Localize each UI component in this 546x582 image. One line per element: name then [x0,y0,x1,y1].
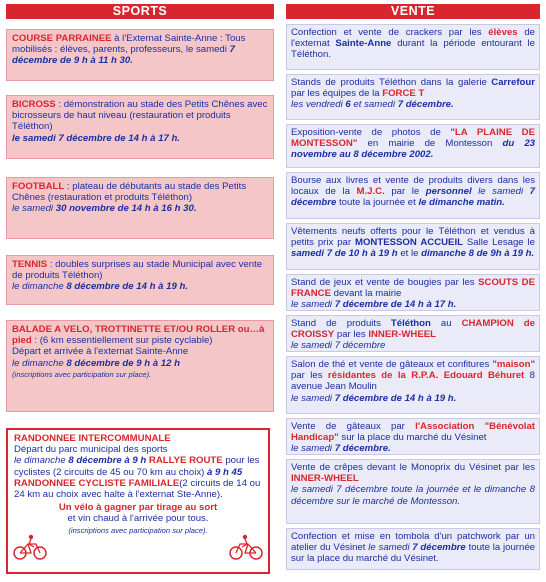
rando-prize [14,502,262,536]
vente-text: personnel [425,186,472,198]
vente-text: Téléthon [390,318,431,329]
rando-time2: à 9 h 45 [207,466,243,478]
vente-item [286,315,540,352]
balade-date-prefix: le dimanche [12,357,67,369]
vente-text: Salon de thé et vente de gâteaux et confitures [291,359,493,370]
vente-text: le dimanche matin. [418,197,505,209]
vente-text: Stands de produits Téléthon dans la galerie [291,77,492,88]
vente-text: en mairie de Montesson [357,138,503,150]
vente-text: Vêtements neufs offerts pour le Téléthon et vendus à petits prix par [291,226,535,249]
rando-prize-text: Un vélo à gagner par tirage au sort [58,502,218,514]
vente-text: devant la mairie [330,288,402,300]
vente-item [286,74,540,120]
vente-item [286,223,540,270]
vente-text: au [430,318,462,329]
vente-text: Bourse aux livres et vente de produits divers dans les locaux de la [291,175,535,198]
vente-text: Carrefour [491,77,535,88]
course-date: 7 décembre de 9 h à 11 h 30. [12,44,235,67]
vente-text: 7 décembre de 14 h à 17 h. [334,299,457,311]
football-date: 30 novembre de 14 h à 16 h 30. [55,203,197,215]
rando-line4: (2 circuits de 14 ou 24 km au choix avec halte à l'externat Ste-Anne). [14,477,261,501]
vente-text: samedi 7 de 10 h à 19 h [291,248,398,260]
tennis-date-prefix: le dimanche [12,281,67,293]
balade-text: : (6 km essentiellement sur piste cyclable) [31,335,213,347]
vente-text: CHAMPION de CROISSY [291,318,535,341]
vente-text: FORCE T [382,88,425,100]
rando-date: 8 décembre à 9 h [68,455,147,467]
vente-text: toute la journée et [336,197,419,209]
vente-text: le samedi [471,186,530,198]
vente-text: 7 décembre [412,542,466,554]
rando-title: RANDONNEE INTERCOMMUNALE [14,433,171,444]
vente-text: SCOUTS DE FRANCE [291,277,535,300]
balade-note: (inscriptions avec participation sur place). [12,369,152,379]
vente-item [286,528,540,570]
sports-column [6,0,274,19]
vente-text: les vendredi [291,99,346,111]
vente-text: Vente de crêpes devant le Monoprix du Vésinet par les [291,462,535,473]
football-block [6,177,274,239]
rando-rallye: RALLYE ROUTE [146,455,223,467]
vente-item [286,418,540,455]
vente-text: le samedi 7 décembre toute la journée et le dimanche 8 décembre sur le marché de Montesson. [291,484,535,507]
vente-text: le samedi [368,542,413,554]
tennis-block [6,255,274,305]
vente-text: Confection et mise en tombola d'un patchwork par un atelier du Vésinet [291,531,535,554]
bicross-date: le samedi 7 décembre de 14 h à 17 h. [12,132,180,144]
vente-item [286,24,540,70]
vente-text: dimanche 8 de 9h à 19 h. [421,248,535,260]
vente-text: 7 décembre [291,186,535,209]
vente-text: "maison" [492,359,535,370]
vente-text: par les équipes de la [291,88,383,100]
vente-text: Stand de jeux et vente de bougies par les [291,277,479,288]
balade-block [6,320,274,412]
rando-date-prefix: le dimanche [14,455,69,467]
vente-text: Confection et vente de crackers par les [291,27,489,38]
cyclist-icon [228,534,264,560]
vente-text: toute la journée sur la place du marché du Vésinet. [291,542,536,565]
vente-text: résidantes de la R.P.A. Edouard Béhuret [327,370,525,382]
vente-text: le samedi [291,392,335,404]
course-title: COURSE PARRAINEE [12,33,112,44]
balade-line2: Départ et arrivée à l'externat Sainte-Anne [12,346,189,358]
vente-column [286,0,540,565]
vente-text: par les [291,370,328,382]
tennis-date: 8 décembre de 14 h à 19 h. [66,281,188,293]
vente-text: de l'externat [291,27,535,50]
football-text: : plateau de débutants au stade des Petits Chênes (restauration et produits Téléthon) [12,181,247,204]
vente-text: et samedi [350,99,398,111]
vente-text: Exposition-vente de photos de [291,127,451,138]
football-title: FOOTBALL [12,181,65,192]
vente-text: 7 décembre. [334,443,391,455]
course-parrainee-block [6,29,274,81]
vente-item [286,459,540,524]
rando-line3: pour les cyclistes (2 circuits de 45 ou 70 km au choix) [14,455,260,478]
vente-item [286,356,540,414]
rando-cyclo: RANDONNEE CYCLISTE FAMILIALE [14,477,180,489]
rando-prize2: et vin chaud à l'arrivée pour tous. [67,513,209,525]
rando-line1: Départ du parc municipal des sports [14,444,168,456]
vente-item [286,274,540,311]
football-date-prefix: le samedi [12,203,56,215]
vente-text: 6 [345,99,351,111]
vente-text: sur la place du marché du Vésinet [338,432,487,444]
vente-text: INNER-WHEEL [291,473,359,485]
randonnee-block [6,428,270,574]
cyclist-icon [12,534,48,560]
vente-text: MONTESSON ACCUEIL [354,237,463,249]
vente-text: Vente de gâteaux par [291,421,416,432]
vente-text: 7 décembre. [397,99,454,111]
vente-text: le samedi [291,443,335,455]
bicross-title: BICROSS [12,99,56,110]
vente-text: Sainte-Anne [335,38,392,50]
vente-text: durant la période entourant le Téléthon. [291,38,535,61]
vente-text: élèves [488,27,518,38]
vente-text: "LA PLAINE DE MONTESSON" [291,127,535,150]
vente-text: et le [397,248,422,260]
rando-note: (inscriptions avec participation sur place). [68,525,208,535]
balade-title: BALADE A VELO, TROTTINETTE ET/OU ROLLER ou…à pied [12,324,265,347]
vente-text: Salle Lesage le [463,237,535,249]
vente-item [286,124,540,168]
vente-text: le samedi 7 décembre [291,340,386,352]
vente-text: par le [384,186,426,198]
balade-date: 8 décembre de 9 h à 12 h [66,357,180,369]
bicross-text: : démonstration au stade des Petits Chênes avec bicrosseurs de haut niveau (restauration et produits Téléthon) [12,99,268,133]
course-text: à l'Externat Sainte-Anne : Tous mobilisés : élèves, parents, professeurs, le samedi [12,33,246,56]
vente-text: Stand de produits [291,318,391,329]
vente-text: du 23 novembre au 8 décembre 2002. [291,138,535,161]
vente-text: l'Association "Bénévolat Handicap" [291,421,535,444]
vente-text: M.J.C. [356,186,385,198]
tennis-text: : doubles surprises au stade Municipal avec vente de produits Téléthon) [12,259,263,282]
tennis-title: TENNIS [12,259,48,270]
sports-header: SPORTS [6,4,274,19]
vente-text: par les [334,329,369,341]
vente-header: VENTE [286,4,540,19]
vente-text: le samedi [291,299,335,311]
vente-text: 8 avenue Jean Moulin [291,370,535,393]
vente-text: 7 décembre de 14 h à 19 h. [334,392,457,404]
bicross-block [6,95,274,159]
vente-item [286,172,540,219]
vente-text: INNER-WHEEL [368,329,437,341]
